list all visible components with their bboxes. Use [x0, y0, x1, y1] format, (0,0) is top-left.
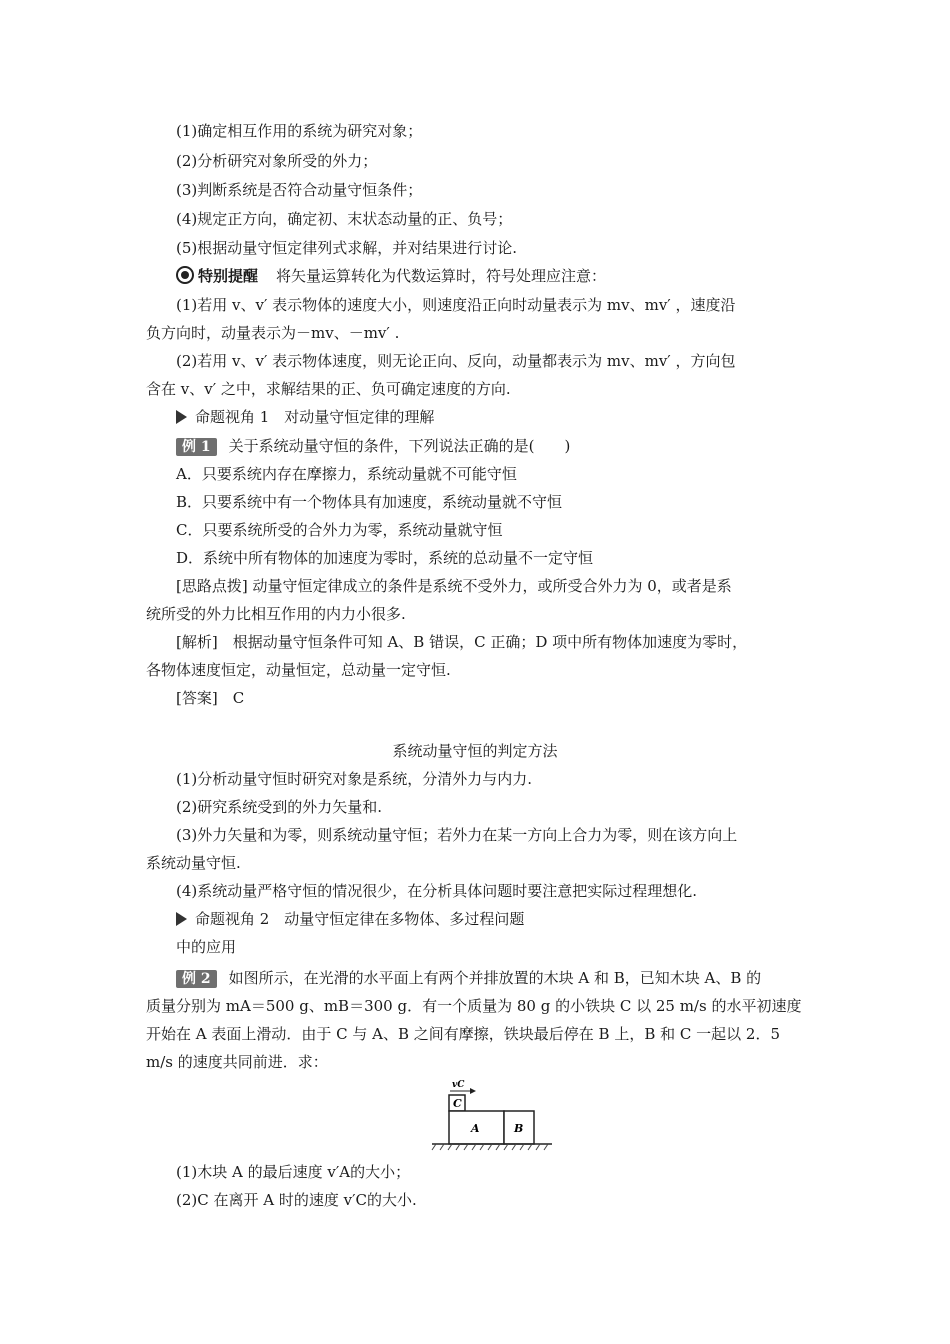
- reminder-p1-line1: (1)若用 v、v′ 表示物体的速度大小，则速度沿正向时动量表示为 mv、mv′ ，速度沿: [176, 296, 736, 314]
- view-heading-1-text: 命题视角 1 对动量守恒定律的理解: [195, 408, 435, 426]
- reminder-label: 特别提醒: [198, 267, 259, 285]
- hint-line-1: [思路点拨] 动量守恒定律成立的条件是系统不受外力，或所受合外力为 0，或者是系: [176, 577, 732, 595]
- blocks-figure: [430, 1076, 555, 1152]
- reminder-text: 将矢量运算转化为代数运算时，符号处理应注意：: [276, 267, 607, 285]
- hint-line-2: 统所受的外力比相互作用的内力小很多.: [146, 605, 406, 623]
- velocity-arrow-head: [470, 1088, 476, 1094]
- method-item-3: (3)外力矢量和为零，则系统动量守恒；若外力在某一方向上合力为零，则在该方向上: [176, 826, 738, 844]
- reminder-p2-line2: 含在 v、v′ 之中，求解结果的正、负可确定速度的方向.: [146, 380, 511, 398]
- play-triangle-icon: [176, 912, 187, 926]
- vc-label: vC: [452, 1080, 465, 1090]
- method-item-3-cont: 系统动量守恒.: [146, 854, 241, 872]
- step-2: (2)分析研究对象所受的外力；: [176, 152, 378, 170]
- reminder-p1-line2: 负方向时，动量表示为－mv、－mv′ .: [146, 324, 400, 342]
- view-heading-1: [176, 407, 434, 427]
- example-2-question-2: (2)C 在离开 A 时的速度 v′C的大小.: [176, 1191, 417, 1209]
- example-2-line-1-text: 如图所示，在光滑的水平面上有两个并排放置的木块 A 和 B，已知木块 A、B 的: [228, 969, 762, 987]
- method-item-2: (2)研究系统受到的外力矢量和.: [176, 798, 383, 816]
- example-1-option-d: D．系统中所有物体的加速度为零时，系统的总动量不一定守恒: [176, 549, 594, 567]
- step-1: (1)确定相互作用的系统为研究对象；: [176, 122, 423, 140]
- step-3: (3)判断系统是否符合动量守恒条件；: [176, 181, 423, 199]
- play-triangle-icon: [176, 410, 187, 424]
- analysis-line-2: 各物体速度恒定，动量恒定，总动量一定守恒.: [146, 661, 451, 679]
- reminder-heading: [176, 266, 606, 286]
- example-2-line-1: [176, 968, 761, 988]
- example-1-option-a: A．只要系统内存在摩擦力，系统动量就不可能守恒: [176, 465, 517, 483]
- analysis-line-1: [解析] 根据动量守恒条件可知 A、B 错误，C 正确；D 项中所有物体加速度为零时，: [176, 633, 748, 651]
- example-2-line-3: 开始在 A 表面上滑动．由于 C 与 A、B 之间有摩擦，铁块最后停在 B 上，B 和 C 一起以 2．5: [146, 1025, 780, 1043]
- method-item-1: (1)分析动量守恒时研究对象是系统，分清外力与内力.: [176, 770, 533, 788]
- method-item-4: (4)系统动量严格守恒的情况很少，在分析具体问题时要注意把实际过程理想化.: [176, 882, 698, 900]
- example-1-option-c: C．只要系统所受的合外力为零，系统动量就守恒: [176, 521, 503, 539]
- view-heading-2-cont: 中的应用: [176, 938, 237, 956]
- reminder-p2-line1: (2)若用 v、v′ 表示物体速度，则无论正向、反向，动量都表示为 mv、mv′ ，方向包: [176, 352, 736, 370]
- example-2-badge: 例 2: [176, 970, 217, 988]
- reminder-icon: [176, 266, 194, 284]
- example-1-option-b: B．只要系统中有一个物体具有加速度，系统动量就不守恒: [176, 493, 563, 511]
- example-1-question: [176, 436, 570, 456]
- block-c-label: C: [453, 1097, 462, 1110]
- example-2-line-4: m/s 的速度共同前进．求：: [146, 1053, 328, 1071]
- example-2-question-1: (1)木块 A 的最后速度 v′A的大小；: [176, 1163, 411, 1181]
- method-title: 系统动量守恒的判定方法: [392, 742, 558, 760]
- ground-hatching: [432, 1144, 548, 1150]
- block-b-label: B: [514, 1122, 524, 1135]
- example-1-question-text: 关于系统动量守恒的条件，下列说法正确的是( ): [228, 437, 571, 455]
- example-2-line-2: 质量分别为 mA＝500 g、mB＝300 g．有一个质量为 80 g 的小铁块 C 以 25 m/s 的水平初速度: [146, 997, 802, 1015]
- view-heading-2: [176, 909, 524, 929]
- view-heading-2-text: 命题视角 2 动量守恒定律在多物体、多过程问题: [195, 910, 525, 928]
- step-4: (4)规定正方向，确定初、末状态动量的正、负号；: [176, 210, 513, 228]
- step-5: (5)根据动量守恒定律列式求解，并对结果进行讨论.: [176, 239, 518, 257]
- example-1-badge: 例 1: [176, 438, 217, 456]
- answer: [答案] C: [176, 689, 245, 707]
- block-a-label: A: [471, 1122, 480, 1135]
